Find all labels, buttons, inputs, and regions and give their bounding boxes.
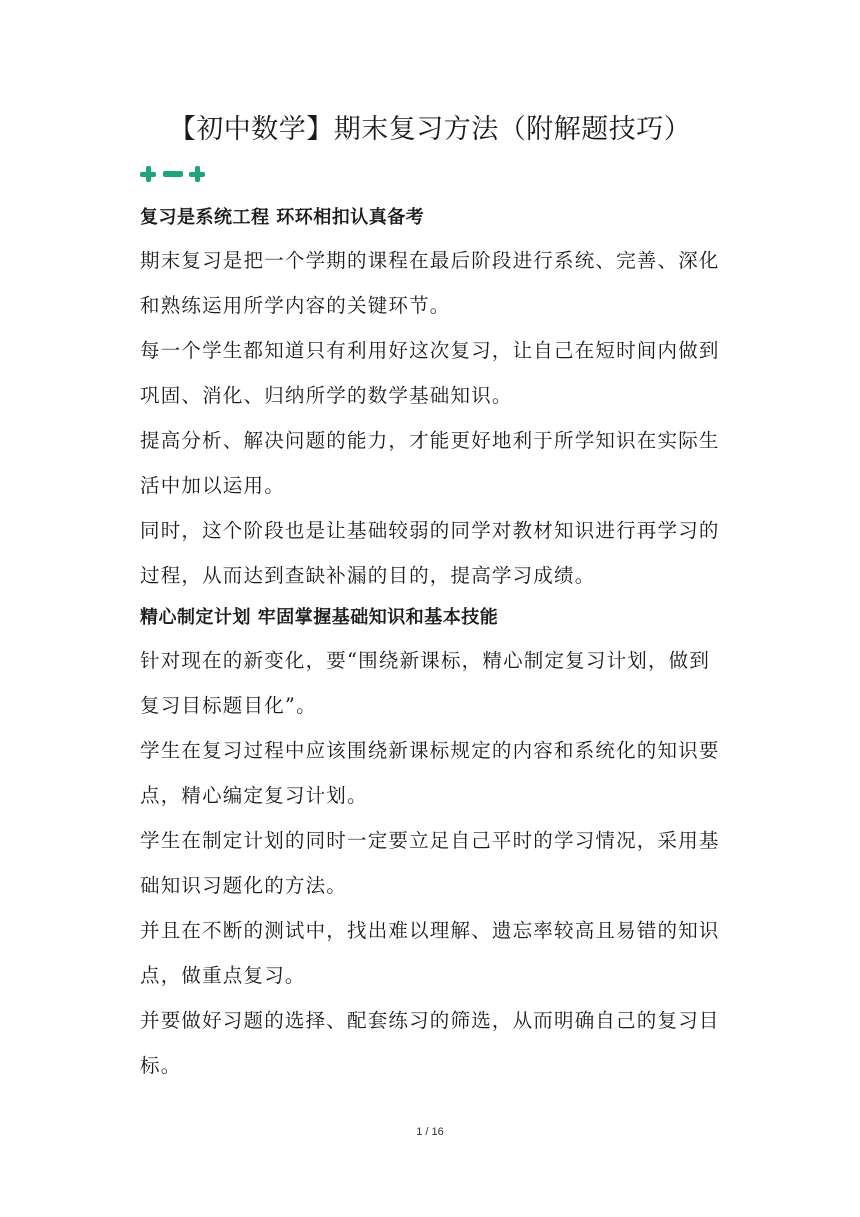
plus-icon xyxy=(140,166,156,182)
paragraph: 每一个学生都知道只有利用好这次复习，让自己在短时间内做到巩固、消化、归纳所学的数学基础知识。 xyxy=(140,339,720,407)
section-review-system xyxy=(140,198,720,598)
paragraph: 并要做好习题的选择、配套练习的筛选，从而明确自己的复习目标。 xyxy=(140,1009,720,1077)
paragraph: 同时，这个阶段也是让基础较弱的同学对教材知识进行再学习的过程，从而达到查缺补漏的目的，提高学习成绩。 xyxy=(140,519,720,587)
plus-icon xyxy=(189,166,205,182)
math-symbols-decoration xyxy=(140,164,205,184)
paragraph: 学生在制定计划的同时一定要立足自己平时的学习情况，采用基础知识习题化的方法。 xyxy=(140,829,720,897)
section-heading: 复习是系统工程 环环相扣认真备考 xyxy=(140,207,425,228)
paragraph: 并且在不断的测试中，找出难以理解、遗忘率较高且易错的知识点，做重点复习。 xyxy=(140,919,720,987)
minus-icon xyxy=(163,171,183,177)
page-number: 1 / 16 xyxy=(416,1126,444,1138)
paragraph: 期末复习是把一个学期的课程在最后阶段进行系统、完善、深化和熟练运用所学内容的关键环节。 xyxy=(140,249,720,317)
document-body xyxy=(140,198,720,1088)
paragraph: 提高分析、解决问题的能力，才能更好地利于所学知识在实际生活中加以运用。 xyxy=(140,429,720,497)
section-study-plan xyxy=(140,598,720,1088)
paragraph: 针对现在的新变化，要“围绕新课标，精心制定复习计划，做到复习目标题目化”。 xyxy=(140,649,711,717)
section-heading: 精心制定计划 牢固掌握基础知识和基本技能 xyxy=(140,607,499,628)
paragraph: 学生在复习过程中应该围绕新课标规定的内容和系统化的知识要点，精心编定复习计划。 xyxy=(140,739,720,807)
document-title: 【初中数学】期末复习方法（附解题技巧） xyxy=(168,114,692,145)
